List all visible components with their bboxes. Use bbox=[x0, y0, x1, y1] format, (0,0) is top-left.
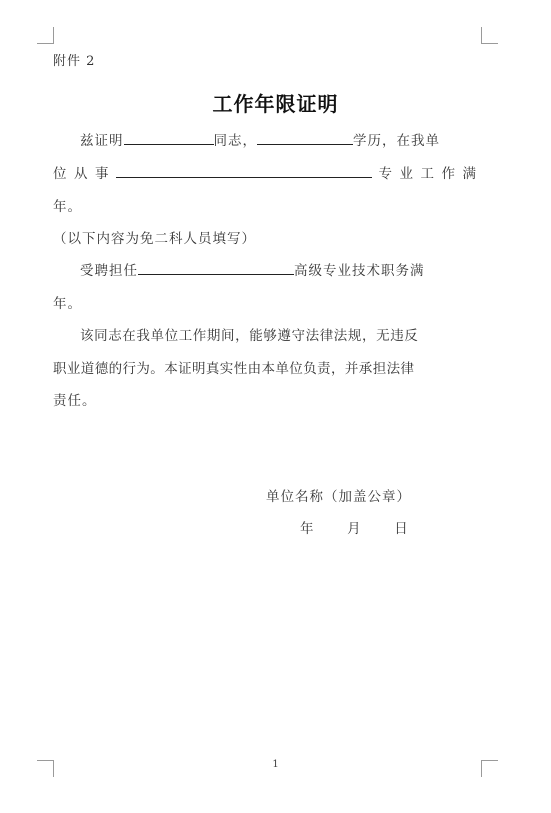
char: 作 bbox=[441, 166, 456, 182]
education-blank[interactable] bbox=[257, 131, 353, 145]
month-label: 月 bbox=[347, 521, 362, 537]
text-comrade: 同志， bbox=[213, 133, 257, 149]
paragraph1-line3: 年。 bbox=[53, 199, 82, 215]
unit-name-seal: 单位名称（加盖公章） bbox=[266, 489, 411, 505]
char: 位 bbox=[53, 166, 68, 182]
paragraph3-line1: 该同志在我单位工作期间，能够遵守法律法规，无违反 bbox=[80, 328, 419, 344]
position-blank[interactable] bbox=[138, 261, 294, 275]
char: 事 bbox=[95, 166, 110, 182]
paragraph3-line3: 责任。 bbox=[53, 393, 97, 409]
paragraph1-line2 bbox=[53, 162, 477, 182]
year-label: 年 bbox=[300, 521, 315, 537]
paragraph2-line2: 年。 bbox=[53, 296, 82, 312]
attachment-label: 附件 2 bbox=[53, 54, 96, 69]
text-senior-title: 高级专业技术职务满 bbox=[294, 263, 425, 279]
profession-blank[interactable] bbox=[116, 164, 372, 178]
char: 业 bbox=[399, 166, 414, 182]
char: 从 bbox=[74, 166, 89, 182]
paragraph1-line1 bbox=[53, 129, 477, 149]
crop-mark-top-right bbox=[481, 27, 498, 44]
text-appointed: 受聘担任 bbox=[80, 263, 138, 279]
paragraph3-line2: 职业道德的行为。本证明真实性由本单位负责，并承担法律 bbox=[53, 361, 415, 377]
char: 满 bbox=[462, 166, 477, 182]
note-text: （以下内容为免二科人员填写） bbox=[53, 231, 256, 247]
name-blank[interactable] bbox=[124, 131, 214, 145]
text-education: 学历，在我单 bbox=[353, 133, 440, 149]
text-certify: 兹证明 bbox=[80, 133, 124, 149]
char: 专 bbox=[378, 166, 393, 182]
char: 工 bbox=[420, 166, 435, 182]
paragraph2-line1 bbox=[53, 259, 477, 279]
date-line bbox=[300, 517, 409, 537]
day-label: 日 bbox=[394, 521, 409, 537]
crop-mark-top-left bbox=[37, 27, 54, 44]
document-title: 工作年限证明 bbox=[212, 92, 339, 116]
page-number: 1 bbox=[272, 759, 279, 770]
